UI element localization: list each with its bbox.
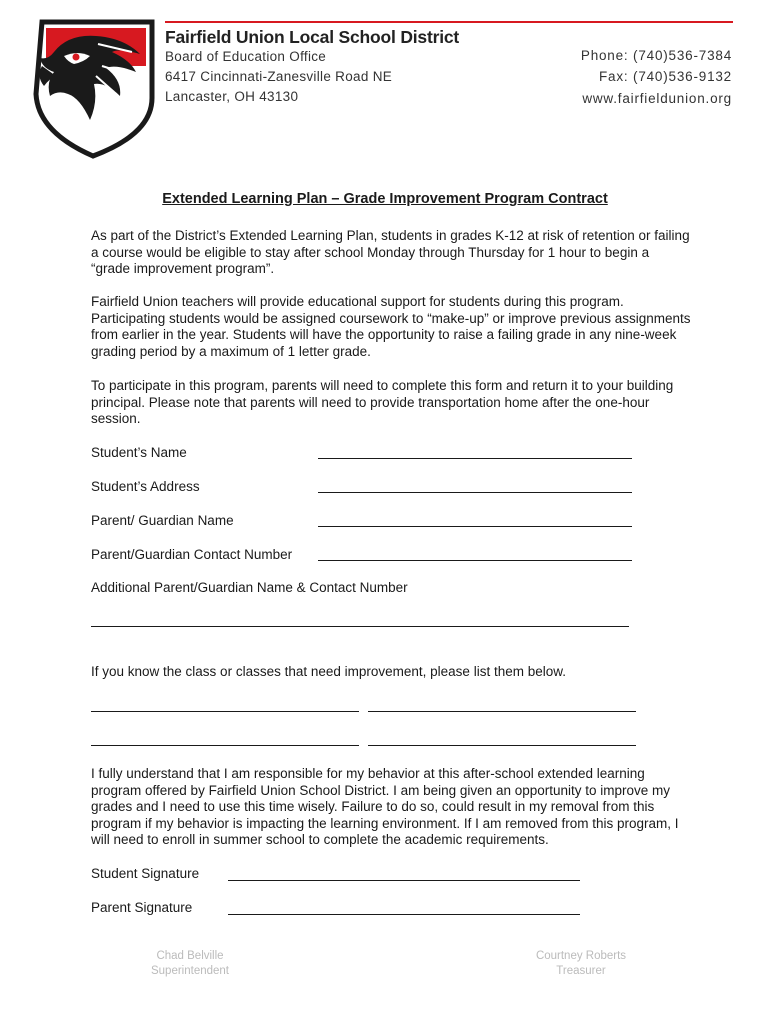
parent-name-field[interactable] — [318, 526, 632, 527]
additional-contact-field[interactable] — [91, 626, 629, 627]
treasurer-name: Courtney Roberts — [535, 950, 627, 962]
parent-signature-field[interactable] — [228, 914, 580, 915]
superintendent-title: Superintendent — [150, 965, 229, 977]
class-field[interactable] — [368, 745, 636, 746]
falcon-logo — [28, 16, 158, 160]
address-street: 6417 Cincinnati-Zanesville Road NE — [165, 69, 393, 84]
superintendent-signature — [125, 949, 255, 979]
parent-contact-field[interactable] — [318, 560, 632, 561]
student-signature-label: Student Signature — [91, 866, 200, 881]
student-address-label: Student’s Address — [91, 479, 200, 494]
agreement-paragraph: I fully understand that I am responsible for my behavior at this after-school extended learning program offered by Fairfield Union School District. I am being given an opportunity to improve my grades and I need to use this time wisely. Failure to do so, could result in my removal from this program if my behavior is impacting the learning environment. If I am removed from this program, I will need to enroll in summer school to complete the academic requirements. — [91, 766, 679, 847]
class-field[interactable] — [91, 745, 359, 746]
office-name: Board of Education Office — [165, 49, 327, 64]
treasurer-signature — [516, 949, 646, 979]
parent-signature-label: Parent Signature — [91, 900, 193, 915]
superintendent-name: Chad Belville — [156, 950, 224, 962]
treasurer-title: Treasurer — [556, 965, 606, 977]
parent-name-label: Parent/ Guardian Name — [91, 513, 234, 528]
class-field[interactable] — [368, 711, 636, 712]
student-name-label: Student’s Name — [91, 445, 187, 460]
student-name-field[interactable] — [318, 458, 632, 459]
additional-contact-label: Additional Parent/Guardian Name & Contact Number — [91, 580, 408, 595]
header-rule — [165, 21, 733, 23]
document-title: Extended Learning Plan – Grade Improvement Program Contract — [162, 191, 608, 207]
district-name: Fairfield Union Local School District — [165, 27, 460, 47]
student-address-field[interactable] — [318, 492, 632, 493]
student-signature-field[interactable] — [228, 880, 580, 881]
website-link[interactable]: www.fairfieldunion.org — [582, 91, 732, 106]
classes-prompt: If you know the class or classes that need improvement, please list them below. — [91, 664, 566, 679]
intro-paragraph: As part of the District’s Extended Learning Plan, students in grades K-12 at risk of retention or failing a course would be eligible to stay after school Monday through Thursday for 1 hour to begin a “grade improvement program”. — [91, 228, 690, 276]
participation-paragraph: To participate in this program, parents will need to complete this form and return it to your building principal. Please note that parents will need to provide transportation home after the one-hour session. — [91, 378, 674, 426]
support-paragraph: Fairfield Union teachers will provide educational support for students during this program. Participating students would be assigned coursework to “make-up” or improve previous assignments from earlier in the year. Students will have the opportunity to raise a failing grade in any nine-week grading period by a maximum of 1 letter grade. — [91, 294, 691, 359]
parent-contact-label: Parent/Guardian Contact Number — [91, 547, 293, 562]
phone-number: Phone: (740)536-7384 — [580, 48, 732, 63]
class-field[interactable] — [91, 711, 359, 712]
address-city: Lancaster, OH 43130 — [165, 89, 299, 104]
fax-number: Fax: (740)536-9132 — [599, 69, 732, 84]
